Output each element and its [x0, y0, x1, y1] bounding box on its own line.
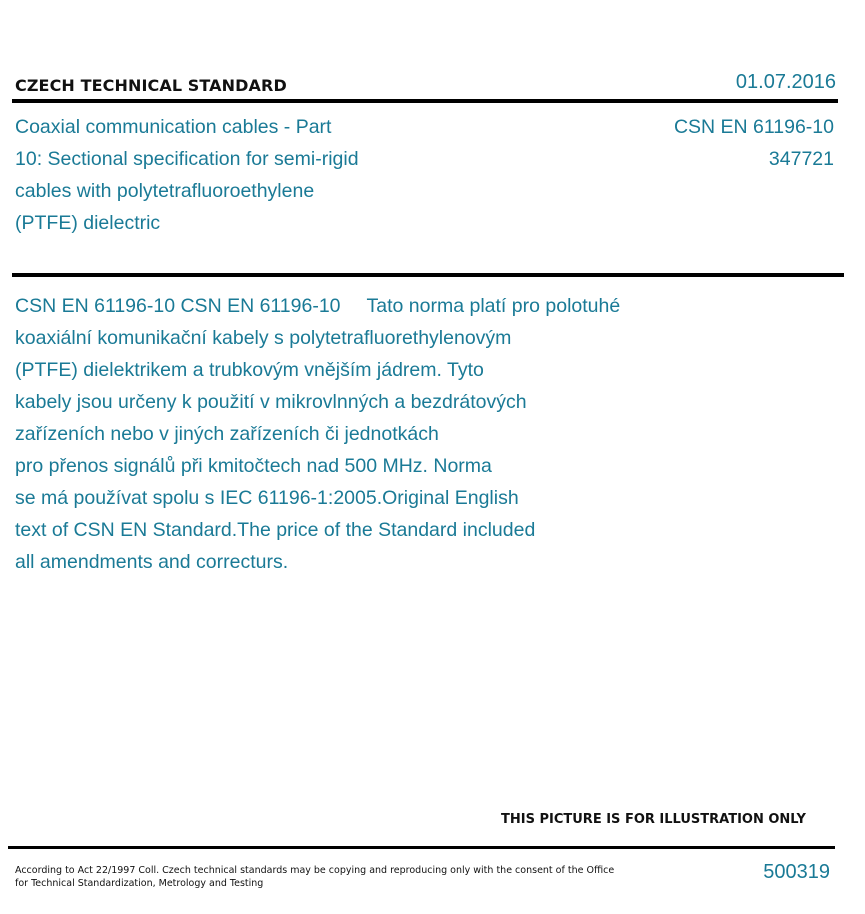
legal-notice-line: for Technical Standardization, Metrology and Testing	[15, 878, 264, 889]
footer-divider	[8, 846, 835, 849]
title-divider	[12, 273, 844, 277]
description-line: (PTFE) dielektrikem a trubkovým vnějším jádrem. Tyto	[15, 359, 484, 381]
title-line: cables with polytetrafluoroethylene	[15, 180, 315, 202]
description-line: kabely jsou určeny k použití v mikrovlnných a bezdrátových	[15, 391, 527, 413]
header-divider	[12, 99, 838, 103]
description-line: koaxiální komunikační kabely s polytetrafluorethylenovým	[15, 327, 512, 349]
footer-code: 500319	[763, 861, 830, 883]
title-line: (PTFE) dielectric	[15, 212, 161, 234]
title-line: 10: Sectional specification for semi-rigid	[15, 148, 359, 170]
description-first-line	[15, 290, 715, 322]
illustration-disclaimer: THIS PICTURE IS FOR ILLUSTRATION ONLY	[501, 812, 806, 827]
catalog-number: 347721	[768, 148, 834, 170]
description-codes: CSN EN 61196-10 CSN EN 61196-10	[15, 295, 341, 317]
description-line: se má používat spolu s IEC 61196-1:2005.Original English	[15, 487, 519, 509]
legal-notice-line: According to Act 22/1997 Coll. Czech technical standards may be copying and reproducing only with the consent of the Office	[15, 865, 615, 876]
legal-notice	[15, 864, 614, 890]
description-line: zařízeních nebo v jiných zařízeních či jednotkách	[15, 423, 439, 445]
description-line: text of CSN EN Standard.The price of the Standard included	[15, 519, 536, 541]
description-line: Tato norma platí pro polotuhé	[366, 295, 621, 317]
description-block	[15, 290, 715, 578]
title-line: Coaxial communication cables - Part	[15, 116, 332, 138]
description-line: all amendments and correcturs.	[15, 551, 289, 573]
document-type-label: CZECH TECHNICAL STANDARD	[15, 76, 287, 95]
description-line: pro přenos signálů při kmitočtech nad 500 MHz. Norma	[15, 455, 492, 477]
standard-code: CSN EN 61196-10	[673, 116, 834, 138]
publication-date: 01.07.2016	[735, 71, 836, 93]
